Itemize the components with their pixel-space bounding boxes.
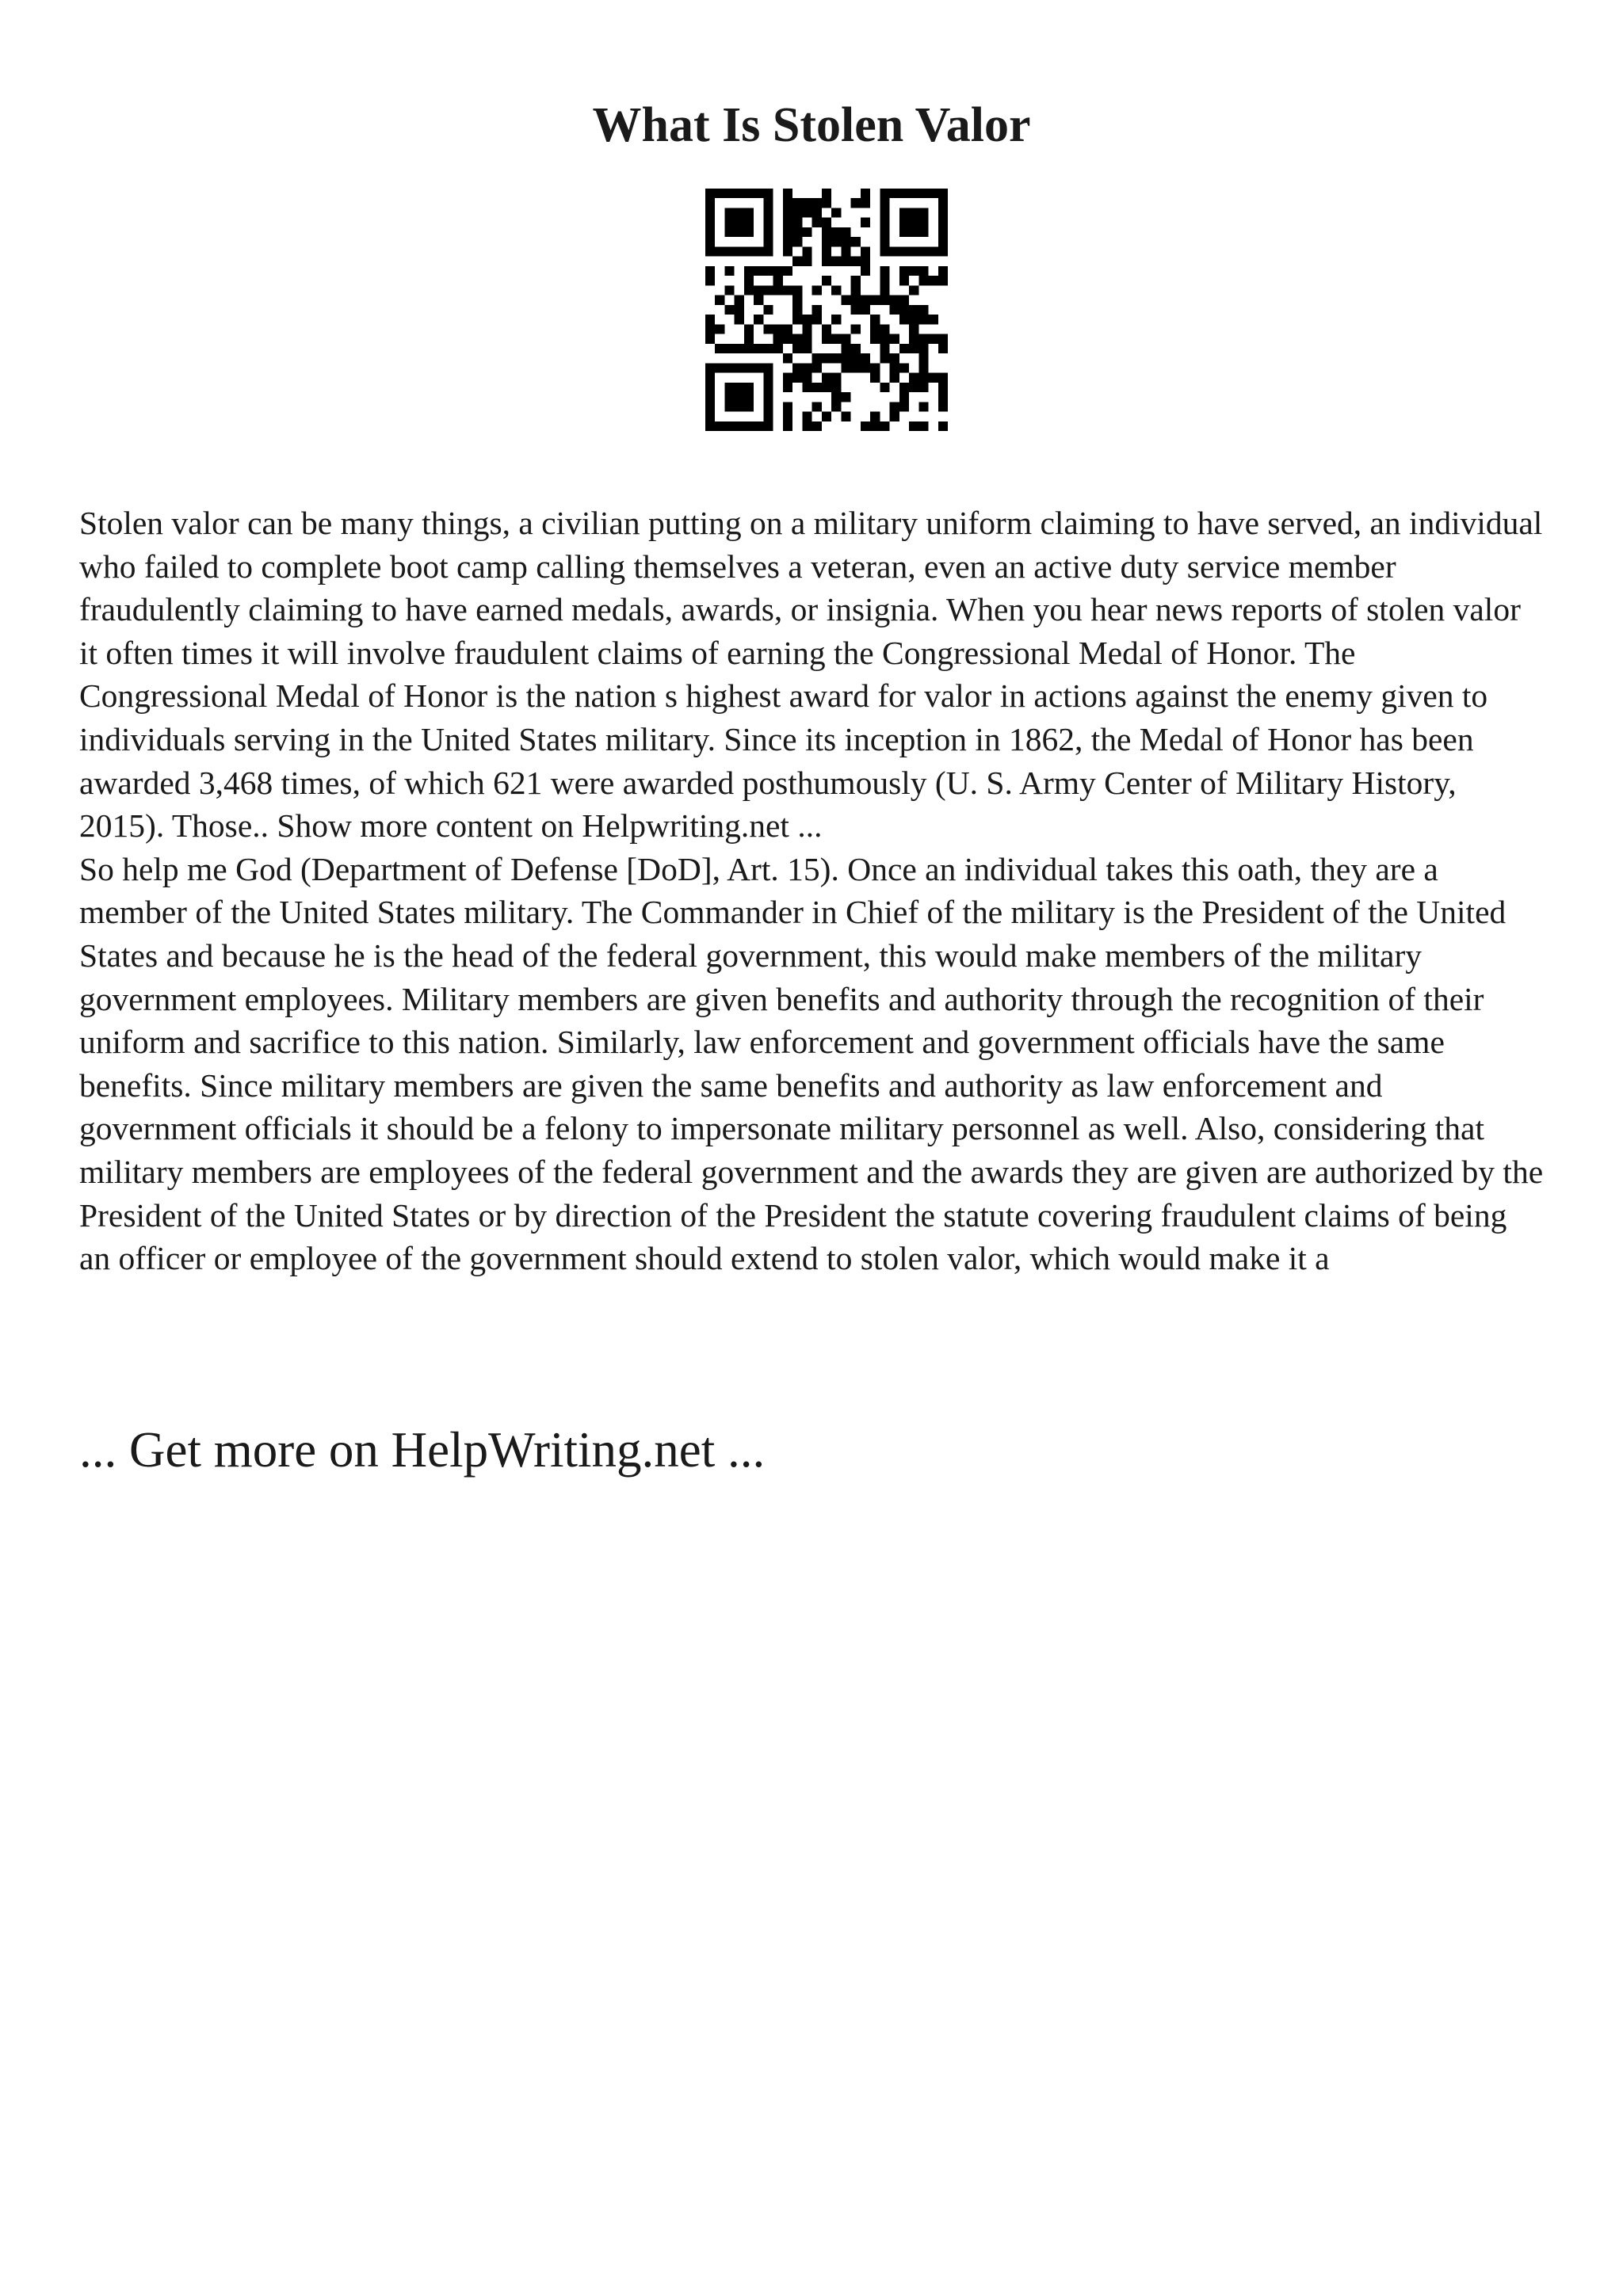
paragraph-1: Stolen valor can be many things, a civilian putting on a military uniform claiming to have served, an individual who failed to complete boot camp calling themselves a veteran, even an active duty service member fraudulently claiming to have earned medals, awards, or insignia. When you hear news reports of stolen valor it often times it will involve fraudulent claims of earning the Congressional Medal of Honor. The Congressional Medal of Honor is the nation s highest award for valor in actions against the enemy given to individuals serving in the United States military. Since its inception in 1862, the Medal of Honor has been awarded 3,468 times, of which 621 were awarded posthumously (U. S. Army Center of Military History, 2015). Those.. Show more content on Helpwriting.net ... (79, 505, 1543, 845)
paragraph-2: So help me God (Department of Defense [DoD], Art. 15). Once an individual takes this oath, they are a member of the United States military. The Commander in Chief of the military is the President of the United States and because he is the head of the federal government, this would make members of the military government employees. Military members are given benefits and authority through the recognition of their uniform and sacrifice to this nation. Similarly, law enforcement and government officials have the same benefits. Since military members are given the same benefits and authority as law enforcement and government officials it should be a felony to impersonate military personnel as well. Also, considering that military members are employees of the federal government and the awards they are given are authorized by the President of the United States or by direction of the President the statute covering fraudulent claims of being an officer or employee of the government should extend to stolen valor, which would make it a (79, 850, 1544, 1277)
get-more-link[interactable]: ... Get more on HelpWriting.net ... (79, 1422, 766, 1478)
qr-code-graphic (705, 189, 948, 431)
qr-code-icon (705, 189, 948, 431)
document-body (79, 502, 1545, 1280)
document-title: What Is Stolen Valor (592, 98, 1031, 152)
